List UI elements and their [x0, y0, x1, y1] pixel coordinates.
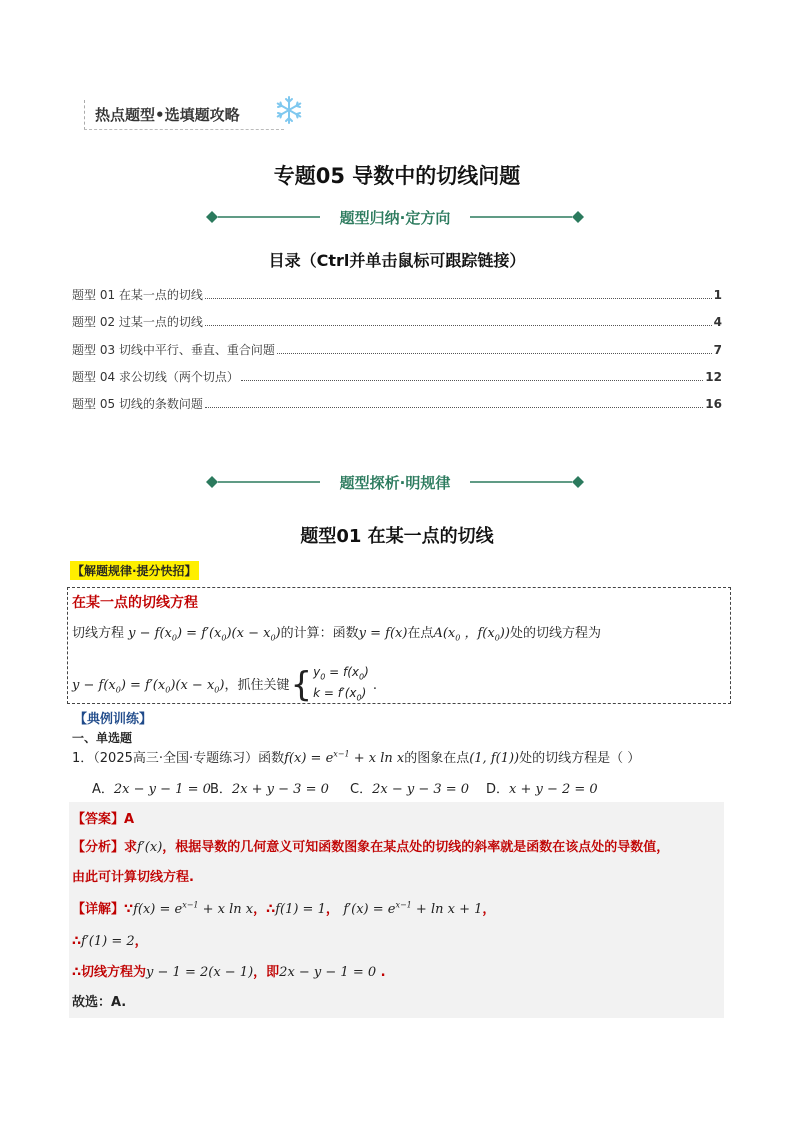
- section-title: 题型01 在某一点的切线: [300, 526, 494, 547]
- option-d[interactable]: D．x + y − 2 = 0: [486, 782, 598, 797]
- option-b[interactable]: B．2x + y − 3 = 0: [210, 782, 329, 797]
- rule-text: 切线方程: [72, 626, 125, 641]
- rule-text: ，抓住关键: [224, 677, 290, 693]
- rule-line-2: $y - f(x_0) = f'(x_0)(x - x_0)$，抓住关键{$y_0 = f(x_0)$ $k = f'(x_0)$ .: [72, 665, 378, 706]
- toc-leader: [205, 324, 712, 326]
- toc-item-label: 题型 05 切线的条数问题: [72, 397, 203, 411]
- page-title: 专题05 导数中的切线问题: [273, 164, 521, 188]
- toc-item-page: 12: [705, 370, 722, 384]
- banner-title: 题型探析·明规律: [339, 474, 451, 492]
- question-text: 1．（2025高三·全国·专题练习）函数: [72, 751, 285, 766]
- examples-title: 【典例训练】: [74, 712, 153, 727]
- toc-item-page: 4: [713, 315, 722, 329]
- toc-leader: [205, 297, 712, 299]
- answer-value: A: [124, 812, 135, 827]
- detail-line-2: ∴f′(1) = 2，: [72, 934, 148, 949]
- toc-item[interactable]: [72, 395, 722, 413]
- banner-title: 题型归纳·定方向: [339, 209, 451, 227]
- toc-item[interactable]: [72, 368, 722, 386]
- rule-text: 的计算：函数: [280, 626, 359, 641]
- question-stem: 1．（2025高三·全国·专题练习）函数$f(x) = e^{x-1} + x$ ln x的图象在点(1, f(1))处的切线方程是（ ）: [72, 749, 641, 766]
- section-banner-explore: [205, 472, 585, 492]
- question-type-heading: 一、单选题: [72, 731, 133, 745]
- final-answer: 故选：A.: [72, 995, 127, 1010]
- toc-leader: [277, 352, 712, 354]
- rule-text: 在点: [407, 626, 434, 641]
- rule-heading: 在某一点的切线方程: [72, 595, 198, 611]
- analysis-line-2: 由此可计算切线方程.: [72, 870, 194, 885]
- rule-line-1: 切线方程 $y - f(x_0) = f'(x_0)(x - x_0)$的计算：函数y = f(x)在点$A(x_0$ ，$f(x_0)$)处的切线方程为: [72, 626, 601, 643]
- toc-item[interactable]: [72, 313, 722, 331]
- brand-label: 热点题型•选填题攻略: [95, 106, 240, 124]
- toc-title: 目录（Ctrl并单击鼠标可跟踪链接）: [268, 251, 526, 270]
- snowflake-icon: [273, 94, 305, 126]
- question-text: 的图象在点: [404, 751, 470, 766]
- rule-text: 处的切线方程为: [509, 626, 601, 641]
- toc-item-label: 题型 01 在某一点的切线: [72, 288, 203, 302]
- option-c[interactable]: C．2x − y − 3 = 0: [350, 782, 470, 797]
- answer-line: 【答案】A: [72, 812, 135, 827]
- detail-line-1: 【详解】∵f(x) = $e^{x-1} + x$ ln x，∴f(1) = 1， $f'(x) = e^{x-1} + \ln x + 1$，: [72, 900, 496, 917]
- toc-item[interactable]: [72, 286, 722, 304]
- analysis-line-1: 【分析】求f′(x)，根据导数的几何意义可知函数图象在某点处的切线的斜率就是函数在该点处的导数值，: [72, 840, 670, 855]
- section-banner-summary: [205, 207, 585, 227]
- tip-tag: 【解题规律·提分快招】: [70, 561, 199, 580]
- toc-item-label: 题型 03 切线中平行、垂直、重合问题: [72, 343, 275, 357]
- brand-divider: [84, 100, 86, 130]
- toc-item-label: 题型 04 求公切线（两个切点）: [72, 370, 239, 384]
- toc-leader: [205, 406, 703, 408]
- toc-leader: [241, 379, 703, 381]
- detail-line-3: ∴切线方程为y − 1 = 2(x − 1)，即2x − y − 1 = 0 .: [72, 965, 386, 980]
- question-text: 处的切线方程是（ ）: [519, 751, 641, 766]
- toc-item-label: 题型 02 过某一点的切线: [72, 315, 203, 329]
- toc-item-page: 16: [705, 397, 722, 411]
- brand-underline: [84, 129, 284, 130]
- toc-item-page: 7: [713, 343, 722, 357]
- toc-item[interactable]: [72, 341, 722, 359]
- option-a[interactable]: A．2x − y − 1 = 0: [92, 782, 211, 797]
- toc-item-page: 1: [713, 288, 722, 302]
